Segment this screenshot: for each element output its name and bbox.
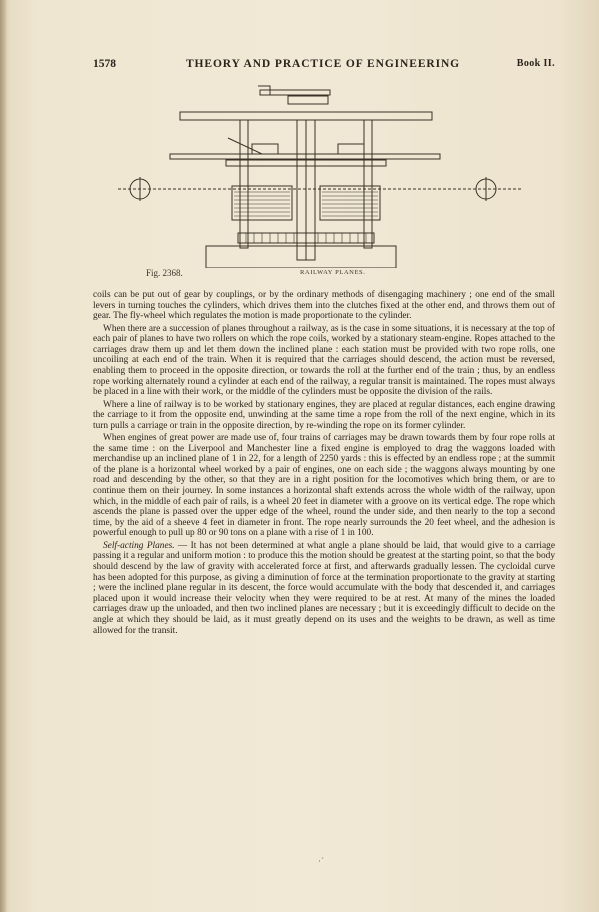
paragraph: Where a line of railway is to be worked by stationary engines, they are placed at regular distances, each engine drawing the carriage to it from the opposite end, unwinding at the same time a rope from the roll of the next engine, which in its turn pulls a carriage or train in the opposite direction, by re-winding the rope on its former cylinder. — [93, 399, 555, 431]
body-text — [93, 290, 555, 638]
figure-caption — [146, 268, 466, 280]
figure-label: Fig. 2368. — [146, 268, 183, 278]
section-lead: Self-acting Planes. — [103, 540, 175, 551]
page-header — [93, 58, 555, 74]
right-rope-roll — [320, 186, 380, 220]
engraving-drawing — [110, 82, 530, 268]
paragraph: coils can be put out of gear by couplings, or by the ordinary methods of disengaging machinery ; one end of the small levers in turning touches the cylinders, which drives them into the clutches fixed at the other end, and throws them out of gear. The fly-wheel which regulates the motion is made proportionate to the cylinder. — [93, 290, 555, 322]
ink-mark: ·ˊ — [318, 856, 324, 866]
paragraph: When engines of great power are made use of, four trains of carriages may be drawn towards them by four rope rolls at the same time : on the Liverpool and Manchester line a fixed engine is employed to drag the waggons loaded with merchandise up an inclined plane of 1 in 22, for a length of 2250 yards : this is effected by an endless rope ; at the summit of the plane is a horizontal wheel worked by a pair of engines, one on each side ; the waggons always mounting by one road and descending by the other, so that they are in a right position for the locomotives which bring them, or are to continue them on their journey. In some instances a horizontal shaft extends across the whole width of the railway, upon which, in the middle of each pair of rails, is a wheel 20 feet in diameter with a groove on its vertical edge. The rope which ascends the plane is passed over the upper edge of the wheel, round the under side, and then nearly to the top a second time, by the aid of a sheeve 4 feet in diameter in front. The rope nearly surrounds the 20 feet wheel, and the adhesion is powerful enough to pull up 80 or 90 tons on a plane with a rise of 1 in 100. — [93, 433, 555, 539]
right-clutch — [338, 144, 364, 154]
paragraph: When there are a succession of planes throughout a railway, as is the case in some situations, it is necessary at the top of each pair of planes to have two rollers on which the rope coils, worked by a stationary steam-engine. Ropes attached to the carriages draw them up and let them down the inclined plane : each station must be provided with two rope rolls, one uncoiling at each end of the train. When it is required that the carriages should descend, the action must be reversed, enabling them to proceed in the opposite direction, or towards the roll at the further end of the train ; thus, by an endless rope working alternately round a cylinder at each end of the railway, a regular transit is maintained. The ropes must always be placed in a line with their work, or the middle of the cylinders must be opposite the division of the rails. — [93, 323, 555, 398]
left-rope-roll — [232, 186, 292, 220]
base-frame — [206, 246, 396, 268]
left-column — [240, 120, 248, 248]
left-clutch — [252, 144, 278, 154]
lever-pedestal — [288, 96, 328, 104]
railway-planes-engraving — [110, 82, 530, 282]
left-lever — [228, 138, 262, 154]
right-column — [364, 120, 372, 248]
page-number: 1578 — [93, 58, 116, 70]
paragraph-text: — It has not been determined at what angle a plane should be laid, that would give to a carriage passing it a regular and uniform motion : to produce this the motion should be greatest at the starting point, so that the body should descend by the law of gravity with accelerated force at first, and afterwards gradually lessen. The cycloidal curve has been adopted for this purpose, as giving a diminution of force at the termination proportionate to the gravity at starting ; were the inclined plane regular in its descent, the force would accumulate with the body that descended it, and carriages placed upon it would increase their velocity when they were required to be at rest. At many of the mines the loaded carriages draw up the unloaded, and then two inclined planes are necessary ; but it is exceedingly difficult to decide on the angle at which they should be laid, as it must greatly depend on its uses and the weights to be drawn, as well as time allowed for the transit. — [93, 540, 555, 636]
book-reference: Book II. — [516, 58, 555, 69]
upper-beam — [180, 112, 432, 120]
binding-gutter — [0, 0, 6, 912]
middle-beam — [170, 154, 440, 159]
running-title: THEORY AND PRACTICE OF ENGINEERING — [185, 58, 461, 70]
figure-title: RAILWAY PLANES. — [300, 269, 366, 276]
paragraph — [93, 541, 555, 636]
